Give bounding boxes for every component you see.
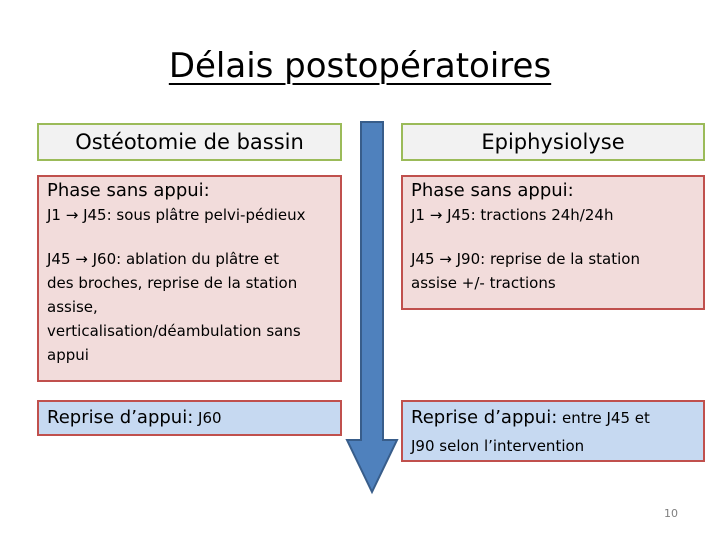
left-phase-title: Phase sans appui: xyxy=(47,180,210,201)
right-reprise-value-line2: J90 selon l’intervention xyxy=(411,437,585,455)
left-line-2a: J45 → J60: ablation du plâtre et xyxy=(47,250,280,268)
right-phase-box xyxy=(401,175,705,310)
right-reprise-label: Reprise d’appui: xyxy=(411,407,558,428)
left-header-label: Ostéotomie de bassin xyxy=(75,130,304,154)
left-reprise-label: Reprise d’appui: xyxy=(47,407,194,428)
left-line-2d: verticalisation/déambulation sans xyxy=(47,322,301,340)
timeline-arrow-icon xyxy=(345,120,399,496)
left-reprise-value: J60 xyxy=(193,409,222,427)
right-line-2b: assise +/- tractions xyxy=(411,274,556,292)
slide-title: Délais postopératoires xyxy=(168,46,552,86)
left-line-2c: assise, xyxy=(47,298,98,316)
left-phase-box xyxy=(37,175,342,382)
left-line-1: J1 → J45: sous plâtre pelvi-pédieux xyxy=(47,206,306,224)
right-phase-title: Phase sans appui: xyxy=(411,180,574,201)
page-number: 10 xyxy=(664,507,678,520)
right-reprise-box xyxy=(401,400,705,462)
left-header-box xyxy=(37,123,342,161)
left-reprise-box xyxy=(37,400,342,436)
left-line-2b: des broches, reprise de la station xyxy=(47,274,298,292)
left-line-2e: appui xyxy=(47,346,89,364)
right-line-1: J1 → J45: tractions 24h/24h xyxy=(411,206,614,224)
right-header-label: Epiphysiolyse xyxy=(481,130,625,154)
right-reprise-value: entre J45 et xyxy=(557,409,650,427)
right-line-2a: J45 → J90: reprise de la station xyxy=(411,250,640,268)
right-header-box xyxy=(401,123,705,161)
